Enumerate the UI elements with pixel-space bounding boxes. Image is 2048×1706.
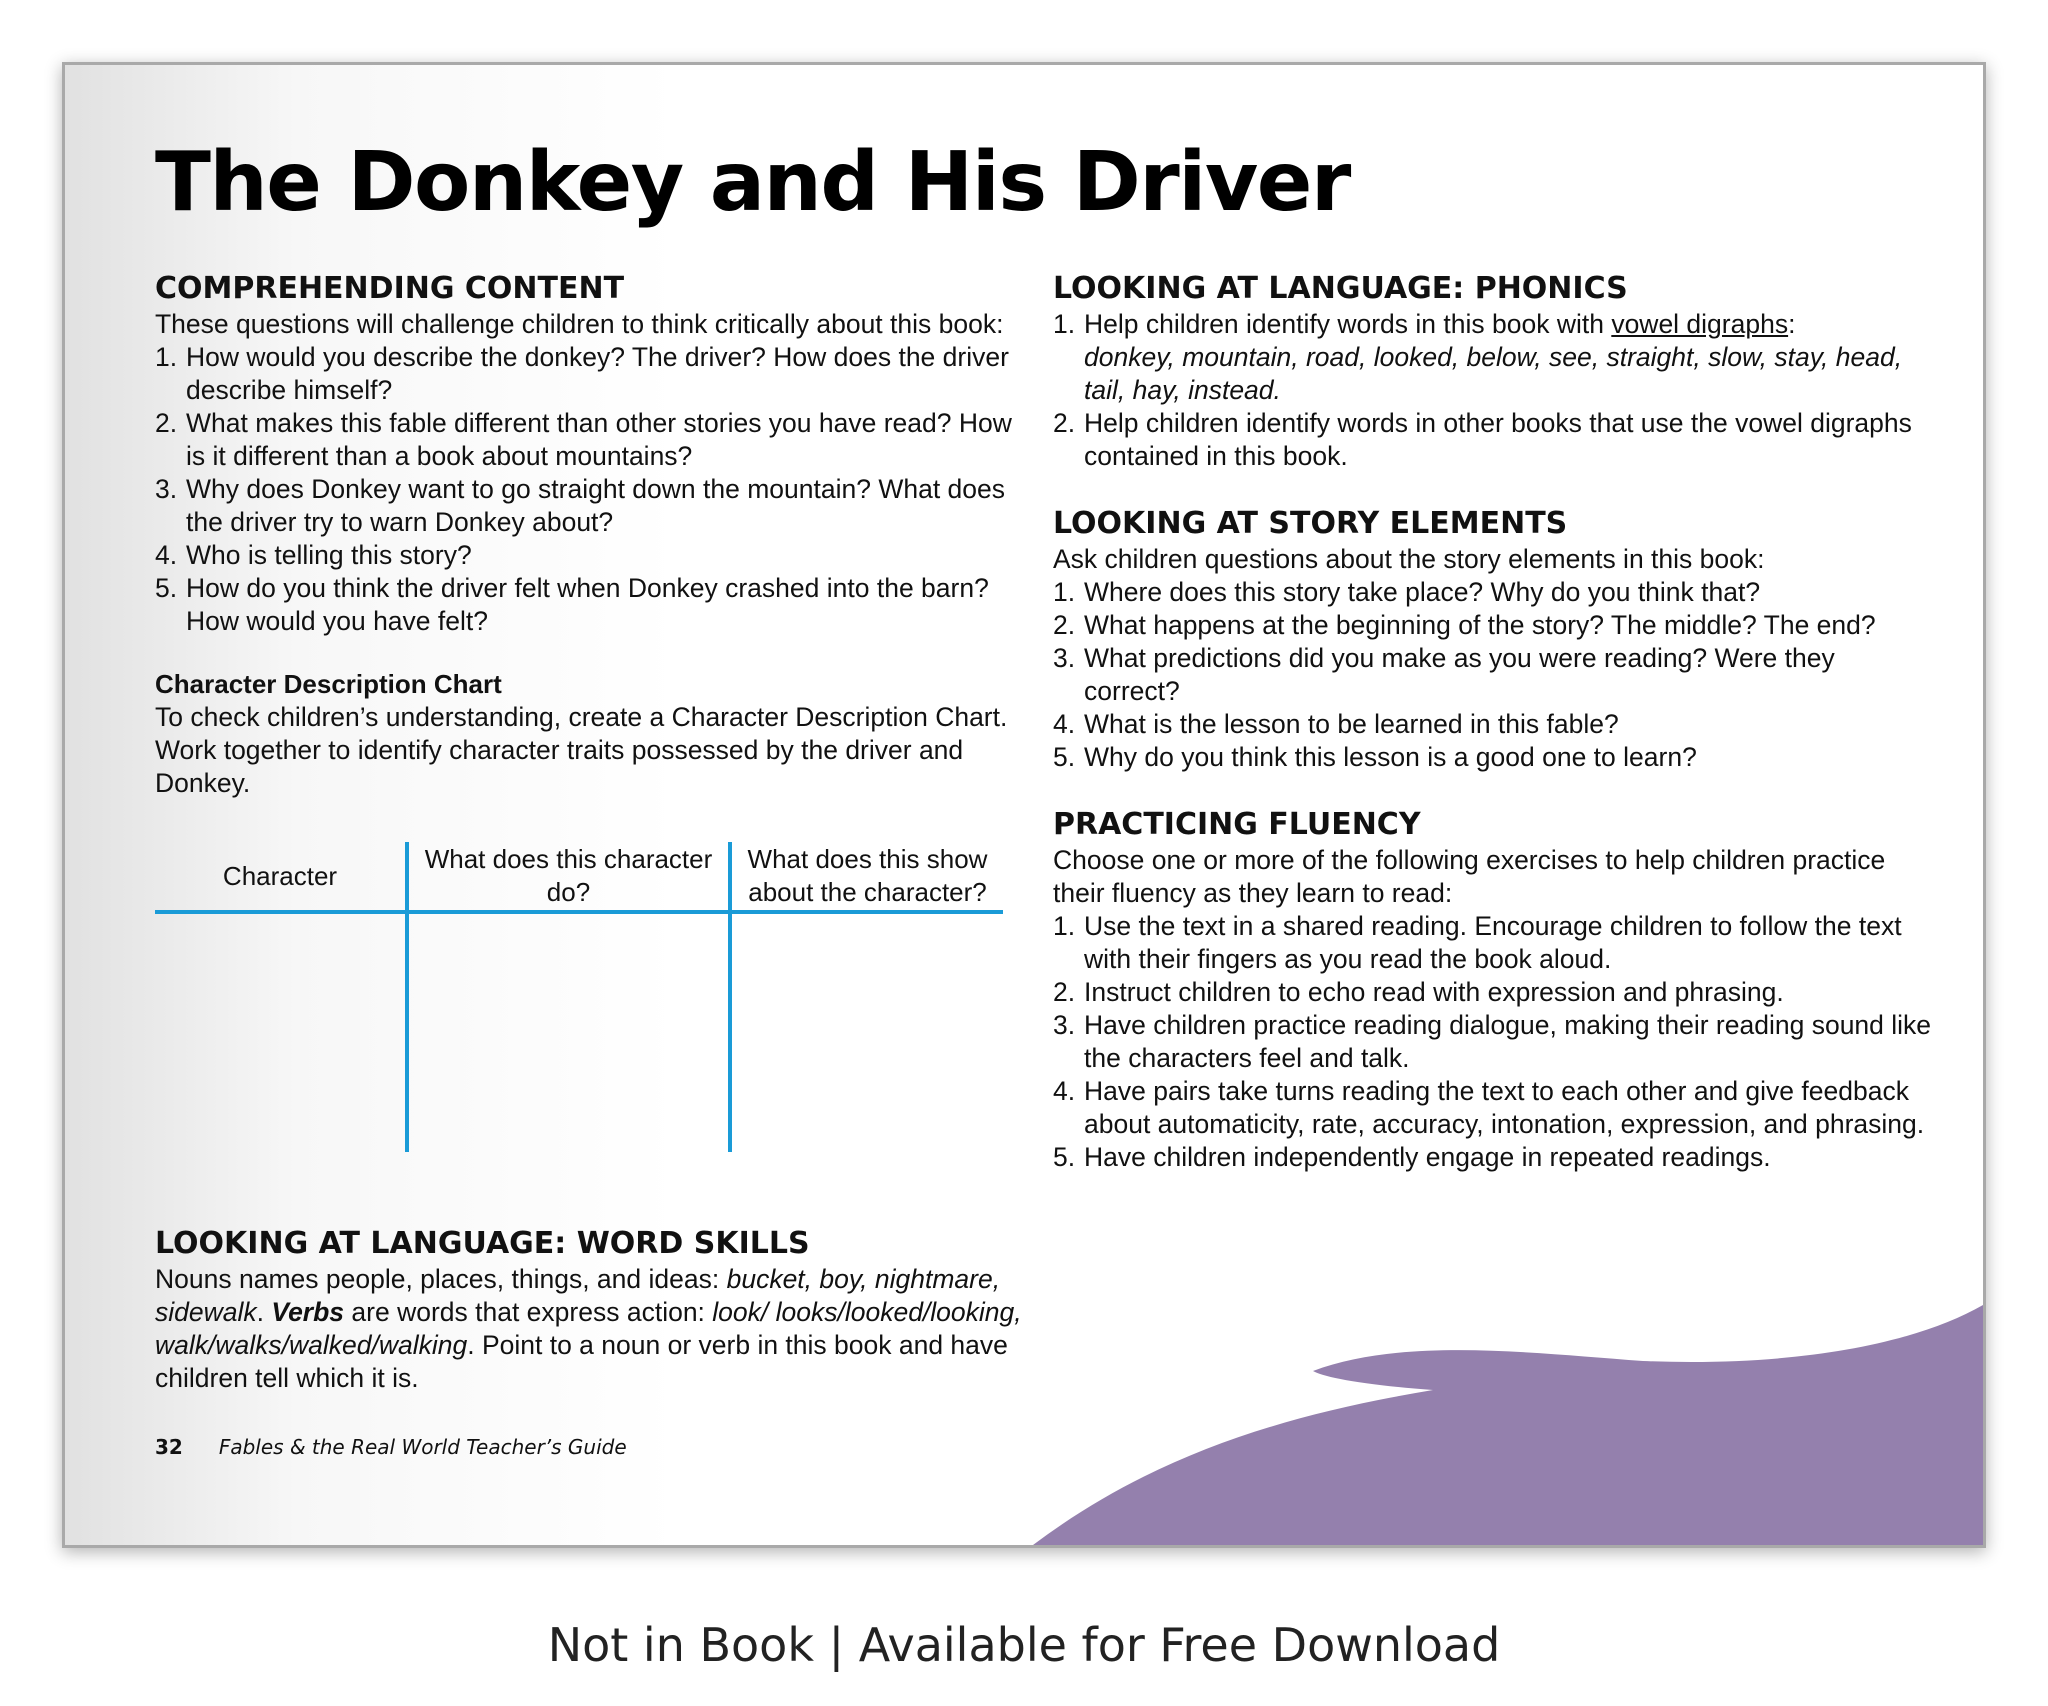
worksheet-page xyxy=(62,62,1986,1548)
chart-header-actions: What does this character do? xyxy=(424,844,713,907)
list-item: 5. How do you think the driver felt when Donkey crashed into the barn? How would you have felt? xyxy=(155,573,989,636)
left-column xyxy=(155,270,1035,1152)
phonics-section xyxy=(1053,270,1933,473)
list-item: 1. How would you describe the donkey? The driver? How does the driver describe himself? xyxy=(155,342,1009,405)
comprehending-intro: These questions will challenge children to think critically about this book: xyxy=(155,309,1004,339)
story-elements-intro: Ask children questions about the story elements in this book: xyxy=(1053,544,1765,574)
list-item: 3. Have children practice reading dialogue, making their reading sound like the characters feel and talk. xyxy=(1053,1010,1932,1073)
word-skills-text: Nouns names people, places, things, and ideas: bucket, boy, nightmare, sidewalk. Verbs are words that express action: look/ looks/looked/looking, walk/walks/walked/walking. Point to a noun or verb in this book and have children tell which it is. xyxy=(155,1264,1022,1393)
comprehending-heading: COMPREHENDING CONTENT xyxy=(155,271,625,306)
vowel-digraphs-term: vowel digraphs xyxy=(1611,309,1789,339)
story-elements-heading: LOOKING AT STORY ELEMENTS xyxy=(1053,506,1568,541)
list-item: 3. What predictions did you make as you were reading? Were they correct? xyxy=(1053,643,1835,706)
list-item: 2. Help children identify words in other books that use the vowel digraphs contained in this book. xyxy=(1053,408,1912,471)
story-elements-list xyxy=(1053,576,1933,774)
fluency-list xyxy=(1053,910,1933,1174)
list-item: 1. Help children identify words in this book with vowel digraphs: donkey, mountain, road, looked, below, see, straight, slow, stay, head, tail, hay, instead. xyxy=(1053,309,1903,405)
phonics-list xyxy=(1053,308,1933,473)
word-skills-heading: LOOKING AT LANGUAGE: WORD SKILLS xyxy=(155,1226,810,1261)
chart-horizontal-line xyxy=(155,910,1003,914)
chart-header-character: Character xyxy=(222,860,338,891)
character-description-chart xyxy=(155,842,1003,1152)
character-chart-intro: To check children’s understanding, create a Character Description Chart. Work together to identify character traits possessed by the driver and Donkey. xyxy=(155,702,1008,798)
list-item: 4. Have pairs take turns reading the text to each other and give feedback about automaticity, rate, accuracy, intonation, expression, and phrasing. xyxy=(1053,1076,1925,1139)
page-footer xyxy=(155,1435,627,1459)
list-item: 1. Use the text in a shared reading. Encourage children to follow the text with their fingers as you read the book aloud. xyxy=(1053,911,1902,974)
word-skills-section xyxy=(155,1225,1035,1395)
fluency-section xyxy=(1053,806,1933,1174)
purple-wave-decoration xyxy=(1033,1305,1983,1545)
chart-header-traits: What does this show about the character? xyxy=(747,844,988,907)
list-item: 2. Instruct children to echo read with expression and phrasing. xyxy=(1053,977,1784,1007)
page-number: 32 xyxy=(155,1435,183,1459)
list-item: 2. What happens at the beginning of the story? The middle? The end? xyxy=(1053,610,1876,640)
list-item: 4. Who is telling this story? xyxy=(155,540,472,570)
fluency-heading: PRACTICING FLUENCY xyxy=(1053,807,1421,842)
list-item: 4. What is the lesson to be learned in this fable? xyxy=(1053,709,1619,739)
list-item: 3. Why does Donkey want to go straight down the mountain? What does the driver try to warn Donkey about? xyxy=(155,474,1006,537)
guide-title: Fables & the Real World Teacher’s Guide xyxy=(218,1435,627,1459)
story-elements-section xyxy=(1053,505,1933,774)
phonics-heading: LOOKING AT LANGUAGE: PHONICS xyxy=(1053,271,1628,306)
comprehending-list xyxy=(155,341,1035,638)
list-item: 2. What makes this fable different than other stories you have read? How is it different than a book about mountains? xyxy=(155,408,1012,471)
chart-vertical-line xyxy=(728,842,732,1152)
fluency-intro: Choose one or more of the following exercises to help children practice their fluency as they learn to read: xyxy=(1053,845,1886,908)
download-caption: Not in Book | Available for Free Download xyxy=(547,1618,1501,1672)
list-item: 5. Why do you think this lesson is a good one to learn? xyxy=(1053,742,1697,772)
page-title: The Donkey and His Driver xyxy=(155,135,1350,230)
wave-shape xyxy=(1033,1305,1983,1545)
character-chart-section xyxy=(155,668,1035,1152)
list-item: 5. Have children independently engage in repeated readings. xyxy=(1053,1142,1771,1172)
chart-vertical-line xyxy=(405,842,409,1152)
character-chart-heading: Character Description Chart xyxy=(155,669,502,699)
right-column xyxy=(1053,270,1933,1174)
list-item: 1. Where does this story take place? Why do you think that? xyxy=(1053,577,1761,607)
comprehending-section xyxy=(155,270,1035,638)
